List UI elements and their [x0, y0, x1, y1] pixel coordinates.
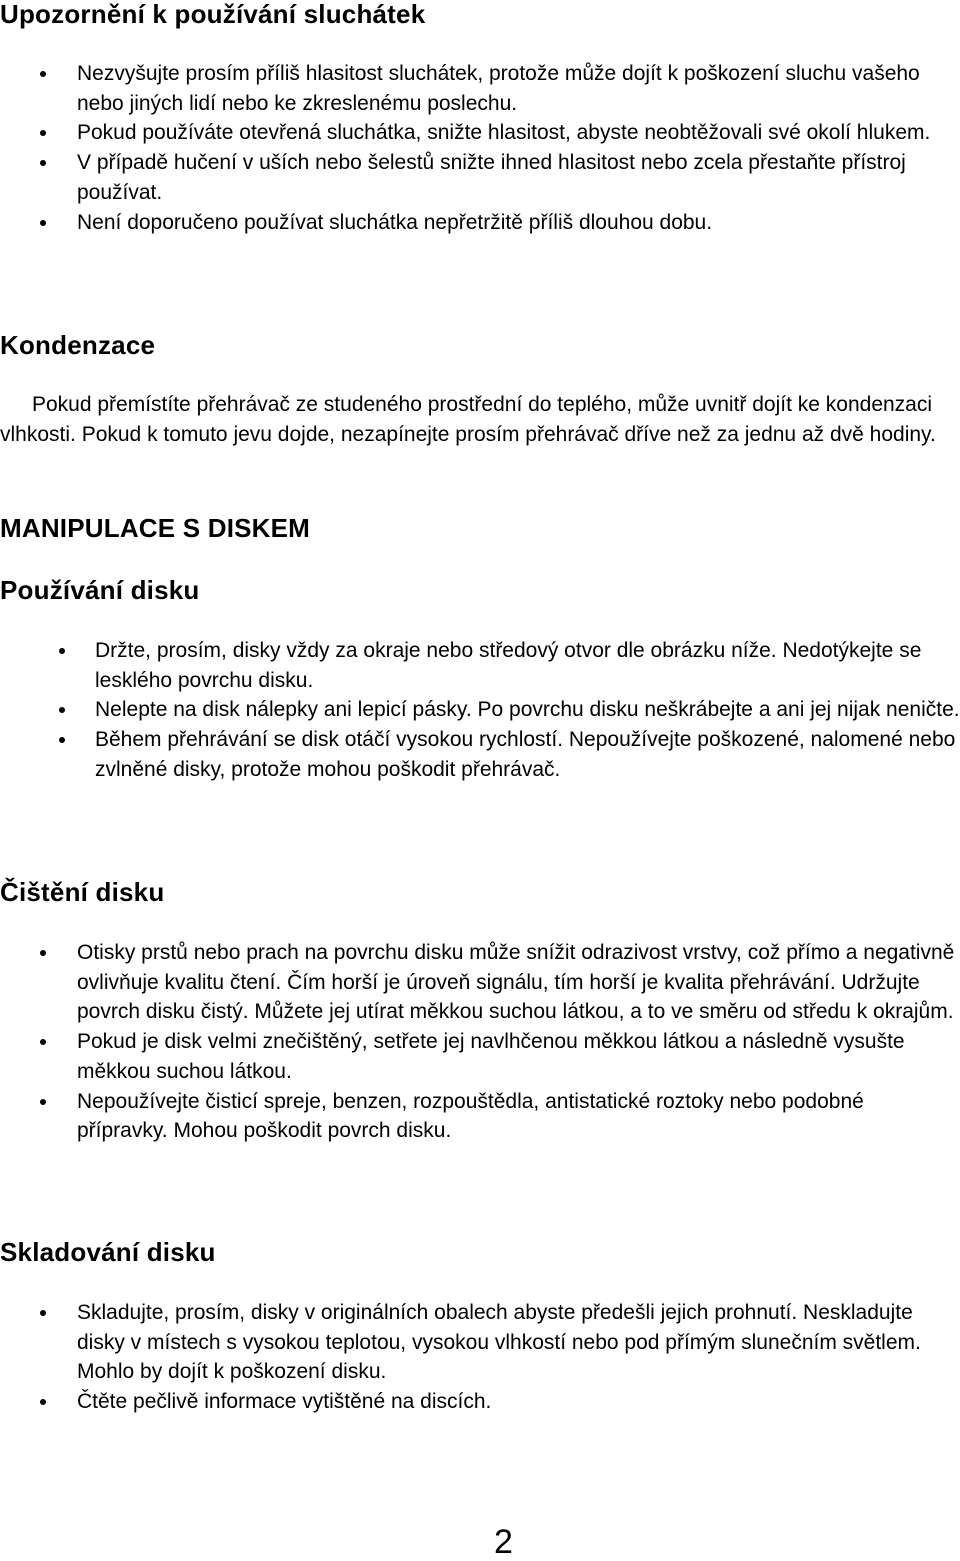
disc-use-list	[57, 636, 960, 785]
list-item-text: Není doporučeno používat sluchátka nepřetržitě příliš dlouhou dobu.	[77, 210, 713, 234]
bullet-icon	[40, 1310, 46, 1316]
list-item	[37, 1087, 957, 1146]
condensation-text: Pokud přemístíte přehrávač ze studeného prostřední do teplého, může uvnitř dojít ke kondenzaci vlhkosti. Pokud k tomuto jevu dojde, nezapínejte prosím přehrávač dříve než za jednu až dvě hodiny.	[0, 393, 936, 446]
condensation-paragraph	[0, 390, 960, 450]
disc-storage-list	[37, 1298, 957, 1417]
bullet-icon	[40, 950, 46, 956]
list-item	[37, 208, 957, 238]
bullet-icon	[40, 1099, 46, 1105]
list-item-text: Otisky prstů nebo prach na povrchu disku může snížit odrazivost vrstvy, což přímo a negativně ovlivňuje kvalitu čtení. Čím horší je úroveň signálu, tím horší je kvalita přehrávání. Udržujte povrch disku čistý. Můžete jej utírat měkkou suchou látkou, a to ve směru od středu k okrajům.	[77, 941, 955, 1024]
list-item-text: Nepoužívejte čisticí spreje, benzen, rozpouštědla, antistatické roztoky nebo podobné přípravky. Mohou poškodit povrch disku.	[77, 1089, 864, 1143]
list-item	[37, 59, 957, 118]
page-number: 2	[494, 1523, 513, 1561]
bullet-icon	[40, 130, 46, 136]
bullet-icon	[40, 1399, 46, 1405]
bullet-icon	[40, 1039, 46, 1045]
headphones-heading: Upozornění k používání sluchátek	[0, 0, 426, 29]
list-item-text: Během přehrávání se disk otáčí vysokou rychlostí. Nepoužívejte poškozené, nalomené nebo zvlněné disky, protože mohou poškodit přehrávač.	[95, 728, 956, 781]
list-item	[57, 636, 960, 695]
list-item	[37, 1387, 957, 1417]
bullet-icon	[59, 707, 65, 713]
list-item	[57, 725, 960, 784]
list-item-text: Skladujte, prosím, disky v originálních obalech abyste předešli jejich prohnutí. Neskladujte disky v místech s vysokou teplotou, vysokou vlhkostí nebo pod přímým slunečním světlem. Mohlo by dojít k poškození disku.	[77, 1301, 921, 1384]
list-item-text: Držte, prosím, disky vždy za okraje nebo středový otvor dle obrázku níže. Nedotýkejte se lesklého povrchu disku.	[95, 639, 922, 692]
list-item-text: Čtěte pečlivě informace vytištěné na discích.	[77, 1390, 492, 1414]
list-item-text: V případě hučení v uších nebo šelestů snižte ihned hlasitost nebo zcela přestaňte přístroj používat.	[77, 151, 906, 204]
list-item	[37, 1298, 957, 1387]
list-item	[37, 938, 957, 1027]
list-item-text: Pokud používáte otevřená sluchátka, snižte hlasitost, abyste neobtěžovali své okolí hlukem.	[77, 121, 931, 145]
list-item-text: Pokud je disk velmi znečištěný, setřete jej navlhčenou měkkou látkou a následně vysušte měkkou suchou látkou.	[77, 1030, 905, 1083]
bullet-icon	[59, 737, 65, 743]
disc-use-heading: Používání disku	[0, 575, 200, 605]
list-item-text: Nezvyšujte prosím příliš hlasitost sluchátek, protože může dojít k poškození sluchu vašeho nebo jiných lidí nebo ke zkreslenému poslechu.	[77, 62, 920, 115]
bullet-icon	[59, 648, 65, 654]
disc-storage-heading: Skladování disku	[0, 1237, 216, 1267]
list-item	[57, 695, 960, 725]
bullet-icon	[40, 160, 46, 166]
list-item	[37, 1027, 957, 1086]
disc-handling-heading: MANIPULACE S DISKEM	[0, 513, 311, 543]
disc-cleaning-heading: Čištění disku	[0, 877, 165, 907]
headphones-list	[37, 59, 957, 237]
bullet-icon	[40, 71, 46, 77]
disc-cleaning-list	[37, 938, 957, 1146]
list-item	[37, 148, 957, 207]
bullet-icon	[40, 220, 46, 226]
list-item-text: Nelepte na disk nálepky ani lepicí pásky. Po povrchu disku neškrábejte a ani jej nijak neničte.	[95, 698, 960, 722]
condensation-heading: Kondenzace	[0, 330, 156, 360]
list-item	[37, 118, 957, 148]
